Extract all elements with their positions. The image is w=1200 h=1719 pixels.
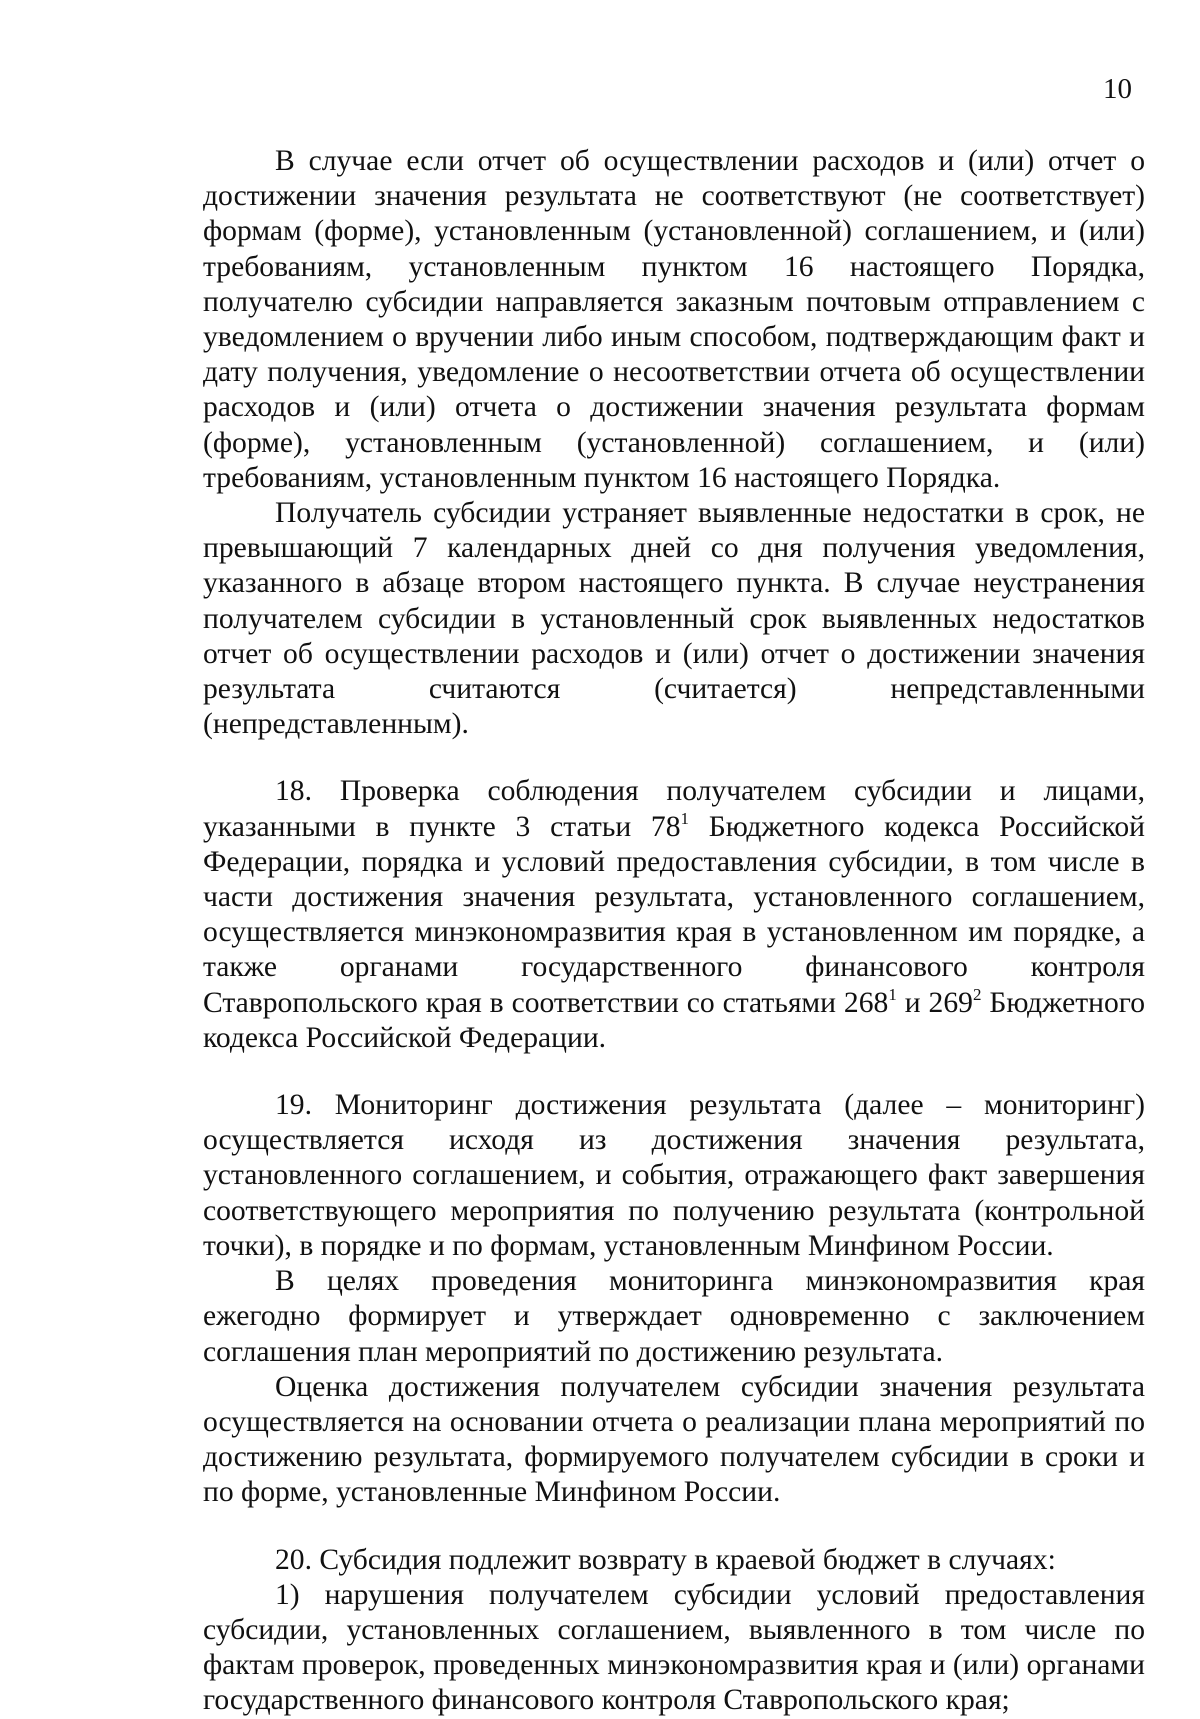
paragraph-19-assessment: Оценка достижения получателем субсидии значения результата осуществляется на основании отчета о реализации плана мероприятий по достижению результата, формируемого получателем субсидии в сроки и по форме, установленные Минфином России. — [203, 1370, 1145, 1509]
paragraph-18-compliance-check — [203, 774, 1145, 1056]
footnote-superscript: 2 — [972, 984, 982, 1004]
paragraph-19-monitoring: 19. Мониторинг достижения результата (далее – мониторинг) осуществляется исходя из достижения значения результата, установленного соглашением, и события, отражающего факт завершения соответствующего мероприятия по получению результата (контрольной точки), в порядке и по формам, установленным Минфином России. — [203, 1089, 1145, 1262]
paragraph-18-text-3: и 269 — [896, 986, 973, 1019]
page-number: 10 — [1103, 73, 1132, 105]
footnote-superscript: 1 — [888, 984, 897, 1004]
footnote-superscript: 1 — [680, 808, 690, 828]
paragraph-18-text-2: Бюджетного кодекса Российской Федерации, порядка и условий предоставления субсидии, в том числе в части достижения значения результата, установленного соглашением, осуществляется минэкономразвития края в установленном им порядке, а также органами государственного финансового контроля Ставропольского края в соответствии со статьями 268 — [203, 810, 1145, 1019]
paragraph-18-text-4: Бюджетного кодекса Российской Федерации. — [203, 986, 1145, 1054]
paragraph-deficiency-correction: Получатель субсидии устраняет выявленные недостатки в срок, не превышающий 7 календарных дней со дня получения уведомления, указанного в абзаце втором настоящего пункта. В случае неустранения получателем субсидии в установленный срок выявленных недостатков отчет об осуществлении расходов и (или) отчет о достижении значения результата считаются (считается) непредставленными (непредставленным). — [203, 497, 1145, 741]
paragraph-18-text-1: 18. Проверка соблюдения получателем субсидии и лицами, указанными в пункте 3 статьи 78 — [203, 775, 1145, 843]
paragraph-report-nonconformity: В случае если отчет об осуществлении расходов и (или) отчет о достижении значения результата не соответствуют (не соответствует) формам (форме), установленным (установленной) соглашением, и (или) требованиям, установленным пунктом 16 настоящего Порядка, получателю субсидии направляется заказным почтовым отправлением с уведомлением о вручении либо иным способом, подтверждающим факт и дату получения, уведомление о несоответствии отчета об осуществлении расходов и (или) отчета о достижении значения результата формам (форме), установленным (установленной) соглашением, и (или) требованиям, установленным пунктом 16 настоящего Порядка. — [203, 145, 1145, 494]
paragraph-20-item-1: 1) нарушения получателем субсидии условий предоставления субсидии, установленных соглашением, выявленного в том числе по фактам проверок, проведенных минэкономразвития края и (или) органами государственного финансового контроля Ставропольского края; — [203, 1578, 1145, 1717]
paragraph-20-refund-cases: 20. Субсидия подлежит возврату в краевой бюджет в случаях: — [275, 1543, 1056, 1576]
paragraph-19-action-plan: В целях проведения мониторинга минэкономразвития края ежегодно формирует и утверждает одновременно с заключением соглашения план мероприятий по достижению результата. — [203, 1265, 1145, 1368]
document-body — [203, 144, 1145, 1719]
